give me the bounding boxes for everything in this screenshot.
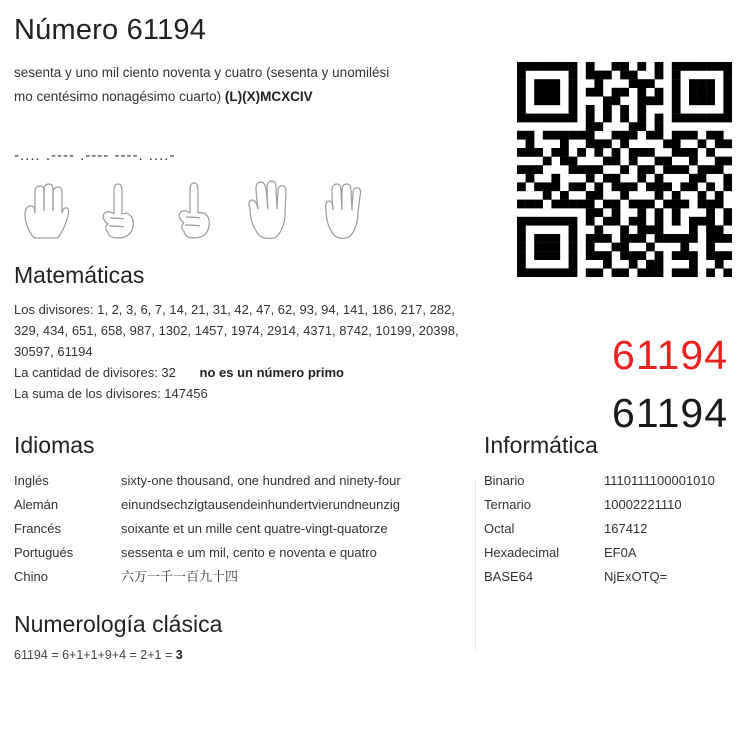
informatics-value: 167412 (604, 521, 648, 536)
section-title-languages: Idiomas (14, 432, 95, 458)
page-root (0, 14, 750, 742)
divisor-count: La cantidad de divisores: 32 (14, 365, 176, 380)
informatics-row (484, 493, 734, 517)
informatics-row (484, 517, 734, 541)
language-name: Portugués (14, 545, 74, 560)
informatics-row (484, 469, 734, 493)
informatics-name: Ternario (484, 497, 531, 512)
language-value: einundsechzigtausendeinhundertvierundneunzig (121, 497, 400, 512)
language-row (14, 565, 484, 589)
informatics-name: Hexadecimal (484, 545, 560, 560)
language-name: Alemán (14, 497, 59, 512)
divisors-label: Los divisores: (14, 302, 94, 317)
language-row (14, 469, 484, 493)
language-row (14, 517, 484, 541)
morse-code: -.... .---- .---- ----. ....- (14, 147, 176, 164)
section-title-mathematics: Matemáticas (14, 262, 145, 288)
numerology-formula-text: 61194 = 6+1+1+9+4 = 2+1 = (14, 648, 176, 662)
language-row (14, 541, 484, 565)
hand-icon-4 (310, 178, 374, 240)
informatics-row (484, 541, 734, 565)
words-line-1: sesenta y uno mil ciento noventa y cuatro (sesenta y unomilési (14, 65, 390, 80)
divisors-block (14, 299, 474, 362)
informatics-value: 10002221110 (604, 497, 682, 512)
hand-icon-1b (162, 178, 226, 240)
language-value: sixty-one thousand, one hundred and ninety-four (121, 473, 401, 488)
roman-numeral: (L)(X)MCXCIV (224, 89, 313, 104)
hand-icon-9 (236, 178, 300, 240)
number-display-black: 61194 (612, 390, 728, 436)
section-title-numerology: Numerología clásica (14, 611, 223, 637)
languages-column (14, 410, 484, 589)
languages-list (14, 469, 484, 589)
column-divider (475, 480, 476, 650)
numerology-result: 3 (175, 648, 183, 662)
numerology-block (14, 611, 736, 662)
words-line-2: mo centésimo nonagésimo cuarto) (14, 89, 222, 104)
number-display-red: 61194 (612, 332, 728, 378)
informatics-value: 1110111100001010 (604, 473, 715, 488)
informatics-name: Octal (484, 521, 515, 536)
informatics-value: NjExOTQ= (604, 569, 668, 584)
numerology-formula (14, 648, 736, 662)
hand-icon-6 (14, 178, 78, 240)
informatics-name: Binario (484, 473, 525, 488)
language-name: Chino (14, 569, 48, 584)
language-name: Inglés (14, 473, 49, 488)
informatics-list (484, 469, 734, 589)
informatics-name: BASE64 (484, 569, 534, 584)
language-row (14, 493, 484, 517)
number-in-words (14, 61, 474, 109)
language-name: Francés (14, 521, 61, 536)
divisors-values: 1, 2, 3, 6, 7, 14, 21, 31, 42, 47, 62, 93, 94, 141, 186, 217, 282, 329, 434, 651, 658, 987, 1302, 1457, 1974, 2914, 4371, 8742, 10199, 20398, 30597, 61194 (14, 302, 459, 359)
divisor-sum: La suma de los divisores: 147456 (14, 386, 208, 401)
prime-status: no es un número primo (199, 365, 344, 380)
language-value: soixante et un mille cent quatre-vingt-quatorze (121, 521, 388, 536)
page-title: Número 61194 (14, 14, 207, 46)
qr-code (517, 62, 732, 277)
informatics-value: EF0A (604, 545, 637, 560)
hand-icon-1 (88, 178, 152, 240)
informatics-row (484, 565, 734, 589)
language-value: sessenta e um mil, cento e noventa e quatro (121, 545, 377, 560)
section-title-informatics: Informática (484, 432, 598, 458)
language-value: 六万一千一百九十四 (121, 569, 239, 584)
